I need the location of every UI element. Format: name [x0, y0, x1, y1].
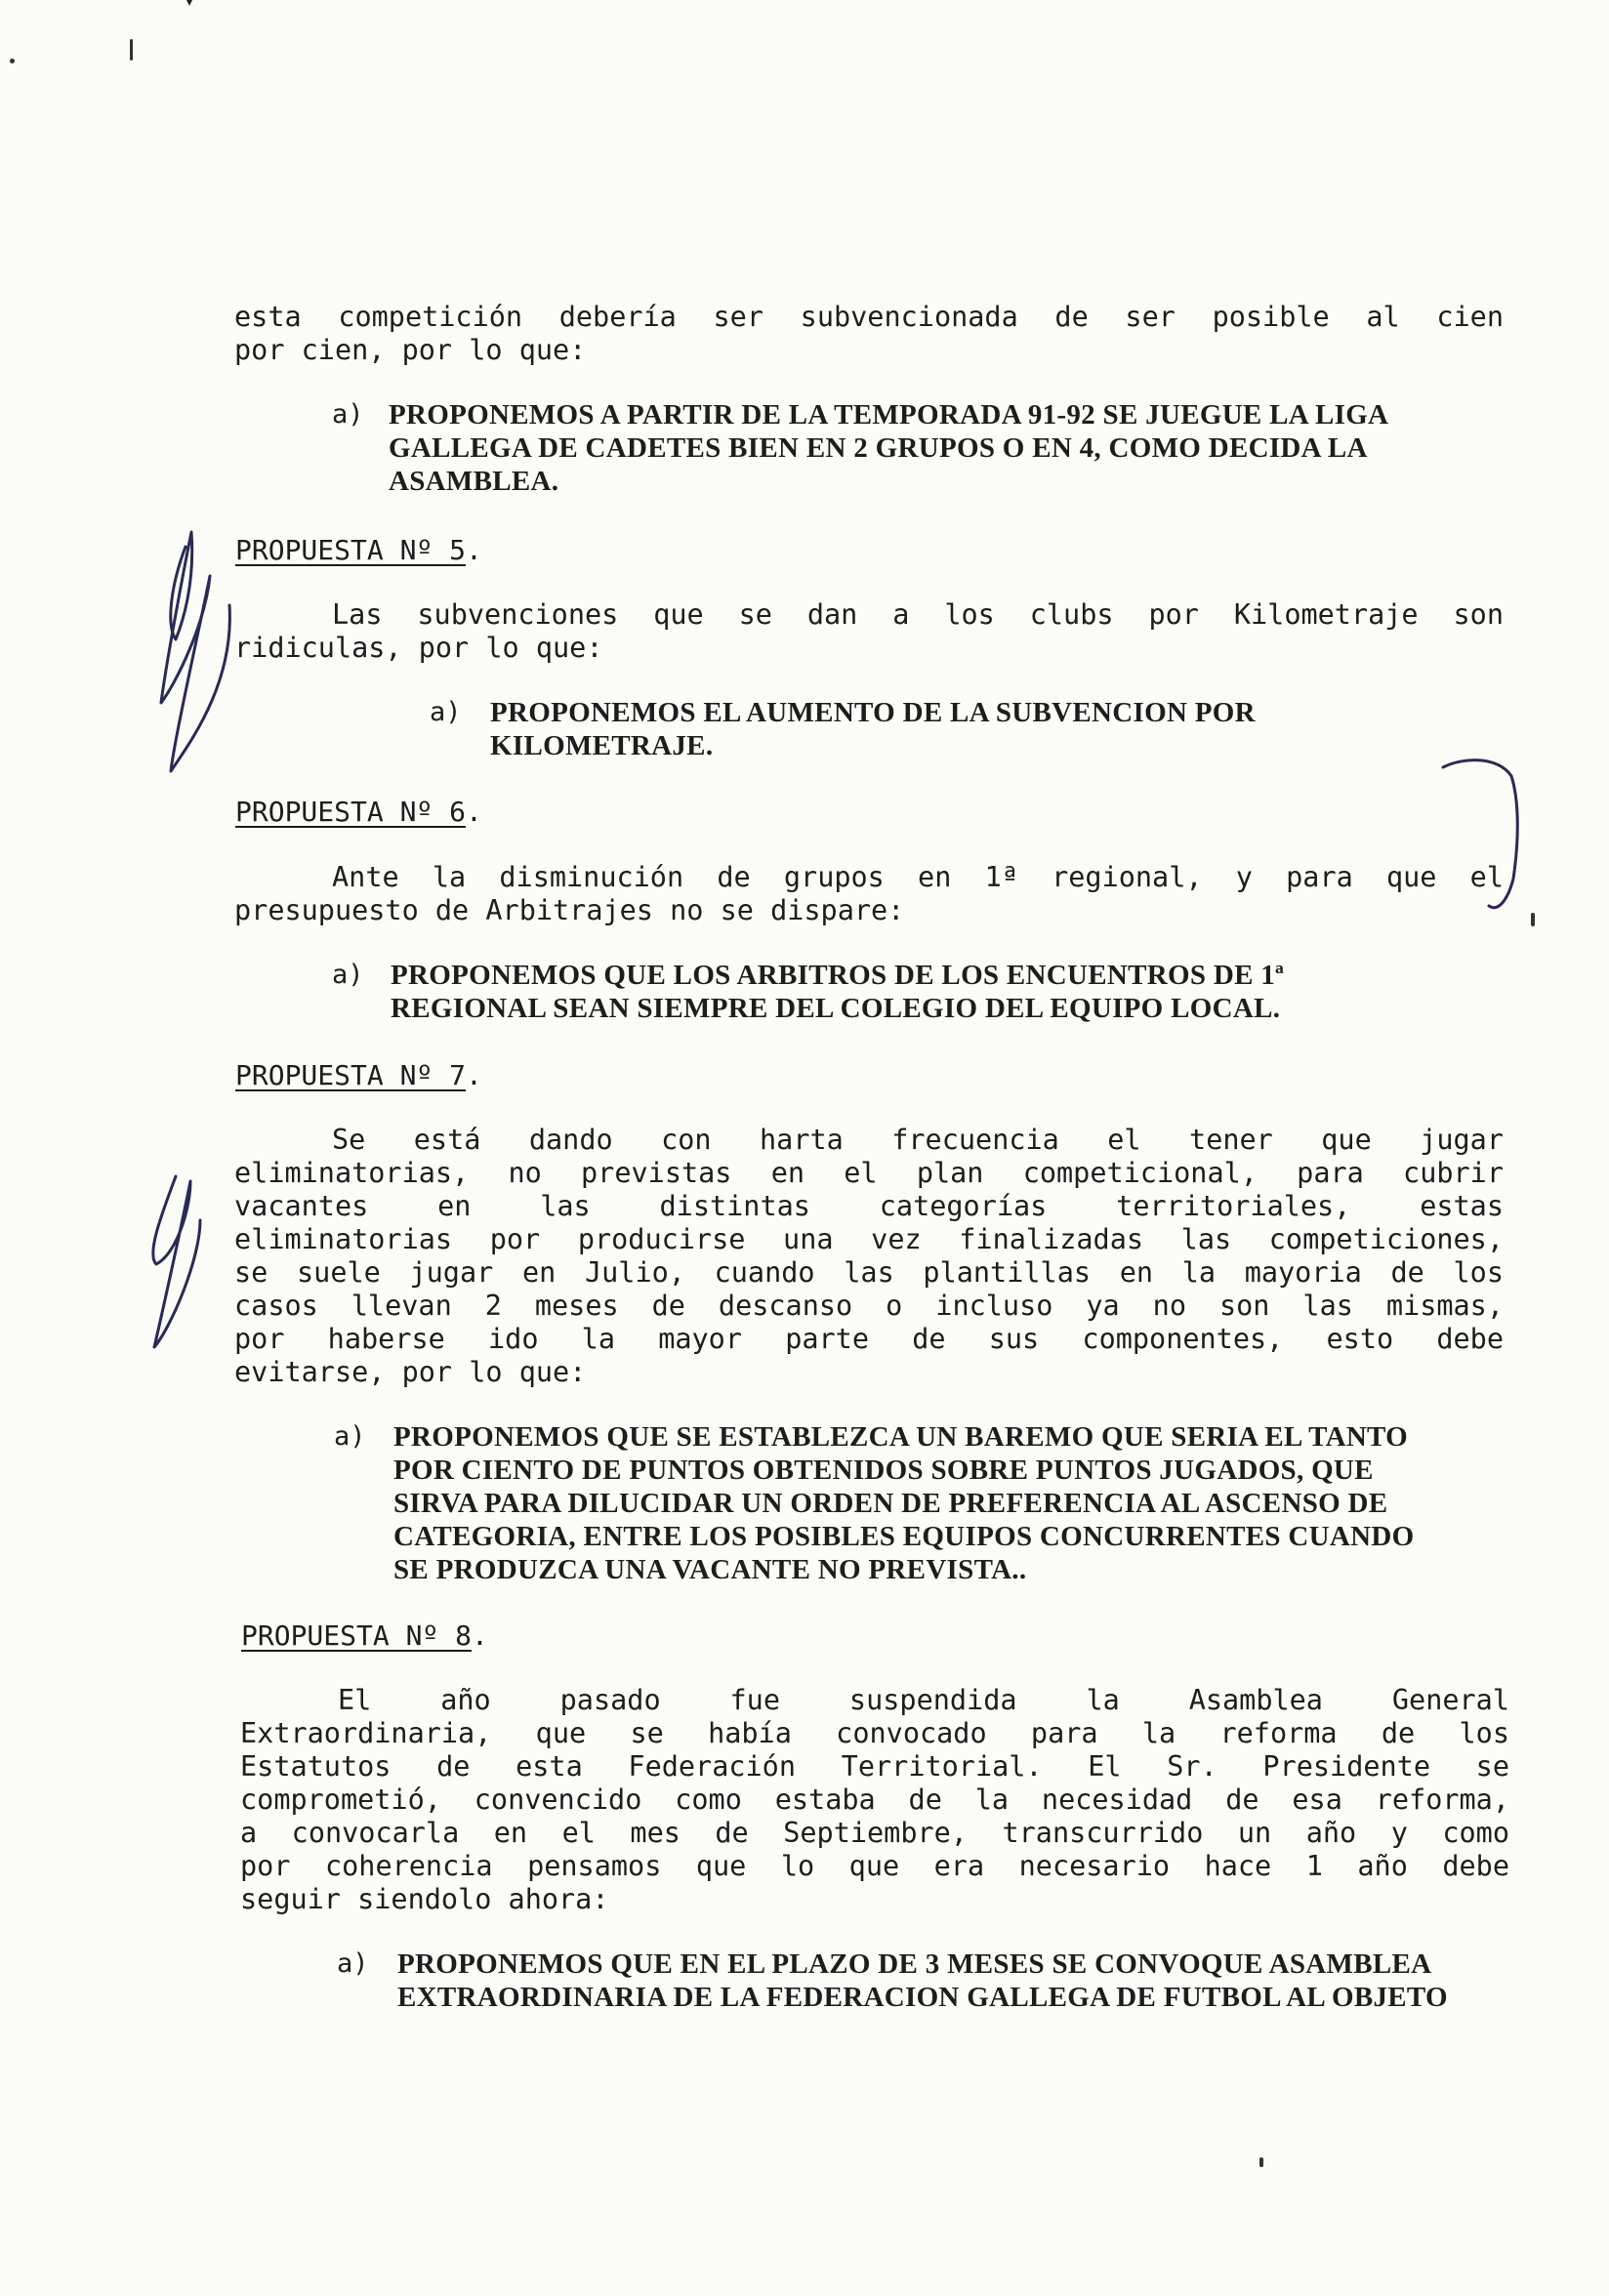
text-line: casos llevan 2 meses de descanso o incluso ya no son las mismas, — [234, 1290, 1504, 1322]
paper-speck — [1259, 2157, 1263, 2167]
heading-text: PROPUESTA Nº 7 — [235, 1059, 467, 1091]
handwritten-mark — [153, 1176, 200, 1347]
section-heading — [235, 796, 482, 829]
proposal-line: SE PRODUZCA UNA VACANTE NO PREVISTA.. — [393, 1554, 1027, 1585]
proposal-line: GALLEGA DE CADETES BIEN EN 2 GRUPOS O EN 4, COMO DECIDA LA — [389, 432, 1368, 464]
text-line: El año pasado fue suspendida la Asamblea General — [338, 1684, 1509, 1716]
text-line: esta competición debería ser subvencionada de ser posible al cien — [234, 301, 1504, 333]
proposal-line: KILOMETRAJE. — [490, 730, 714, 761]
proposal-line: CATEGORIA, ENTRE LOS POSIBLES EQUIPOS CONCURRENTES CUANDO — [393, 1521, 1415, 1552]
heading-period: . — [466, 1059, 482, 1091]
text-line: presupuesto de Arbitrajes no se dispare: — [234, 894, 905, 926]
intro-paragraph — [234, 301, 1504, 367]
proposal-line: SIRVA PARA DILUCIDAR UN ORDEN DE PREFERENCIA AL ASCENSO DE — [393, 1488, 1388, 1519]
text-line: Estatutos de esta Federación Territorial. El Sr. Presidente se — [240, 1750, 1509, 1783]
heading-text: PROPUESTA Nº 6 — [235, 796, 467, 828]
text-line: ridiculas, por lo que: — [234, 632, 603, 664]
paragraph — [234, 598, 1504, 665]
text-line: por cien, por lo que: — [234, 334, 587, 366]
text-line: eliminatorias por producirse una vez finalizadas las competiciones, — [234, 1223, 1504, 1255]
text-line: evitarse, por lo que: — [234, 1356, 587, 1388]
text-line: Extraordinaria, que se había convocado para la reforma de los — [240, 1717, 1509, 1749]
section-heading — [235, 534, 482, 567]
paragraph — [240, 1684, 1509, 1916]
paragraph — [234, 861, 1504, 927]
staple-mark — [181, 0, 198, 6]
heading-period: . — [472, 1620, 488, 1652]
paper-speck — [1531, 913, 1535, 926]
item-label: a) — [332, 960, 364, 990]
proposal-line: PROPONEMOS QUE LOS ARBITROS DE LOS ENCUENTROS DE 1ª — [391, 960, 1285, 991]
text-line: Las subvenciones que se dan a los clubs por Kilometraje son — [332, 598, 1504, 631]
paper-speck — [130, 39, 133, 61]
proposal-text — [389, 398, 1388, 498]
heading-period: . — [466, 534, 482, 566]
proposal-line: ASAMBLEA. — [389, 466, 559, 497]
item-label: a) — [337, 1948, 369, 1979]
text-line: Se está dando con harta frecuencia el tener que jugar — [332, 1124, 1504, 1156]
proposal-line: EXTRAORDINARIA DE LA FEDERACION GALLEGA DE FUTBOL AL OBJETO — [397, 1982, 1448, 2013]
text-line: a convocarla en el mes de Septiembre, transcurrido un año y como — [240, 1817, 1509, 1849]
proposal-line: PROPONEMOS QUE EN EL PLAZO DE 3 MESES SE CONVOQUE ASAMBLEA — [397, 1948, 1432, 1980]
section-heading — [235, 1059, 482, 1092]
text-line: por haberse ido la mayor parte de sus componentes, esto debe — [234, 1323, 1504, 1355]
text-line: se suele jugar en Julio, cuando las plantillas en la mayoria de los — [234, 1256, 1504, 1289]
paragraph — [234, 1124, 1504, 1389]
proposal-line: REGIONAL SEAN SIEMPRE DEL COLEGIO DEL EQUIPO LOCAL. — [391, 993, 1281, 1024]
proposal-line: PROPONEMOS QUE SE ESTABLEZCA UN BAREMO QUE SERIA EL TANTO — [393, 1421, 1409, 1453]
heading-text: PROPUESTA Nº 8 — [241, 1620, 473, 1652]
proposal-text — [393, 1420, 1414, 1586]
item-label: a) — [332, 399, 364, 430]
proposal-text — [397, 1948, 1448, 2014]
text-line: vacantes en las distintas categorías territoriales, estas — [234, 1190, 1504, 1222]
text-line: seguir siendolo ahora: — [240, 1883, 609, 1915]
proposal-line: PROPONEMOS EL AUMENTO DE LA SUBVENCION POR — [490, 697, 1256, 728]
text-line: Ante la disminución de grupos en 1ª regional, y para que el — [332, 861, 1504, 893]
heading-text: PROPUESTA Nº 5 — [235, 534, 467, 566]
proposal-line: POR CIENTO DE PUNTOS OBTENIDOS SOBRE PUNTOS JUGADOS, QUE — [393, 1455, 1374, 1486]
proposal-line: PROPONEMOS A PARTIR DE LA TEMPORADA 91-92 SE JUEGUE LA LIGA — [389, 399, 1389, 430]
heading-period: . — [466, 796, 482, 828]
proposal-text — [391, 959, 1284, 1025]
item-label: a) — [334, 1421, 366, 1452]
paper-speck — [10, 59, 15, 63]
text-line: comprometió, convencido como estaba de la necesidad de esa reforma, — [240, 1784, 1509, 1816]
handwritten-mark — [161, 532, 229, 771]
proposal-text — [490, 696, 1256, 762]
text-line: por coherencia pensamos que lo que era necesario hace 1 año debe — [240, 1850, 1509, 1882]
section-heading — [241, 1620, 488, 1653]
text-line: eliminatorias, no previstas en el plan competicional, para cubrir — [234, 1157, 1504, 1189]
item-label: a) — [430, 697, 462, 727]
